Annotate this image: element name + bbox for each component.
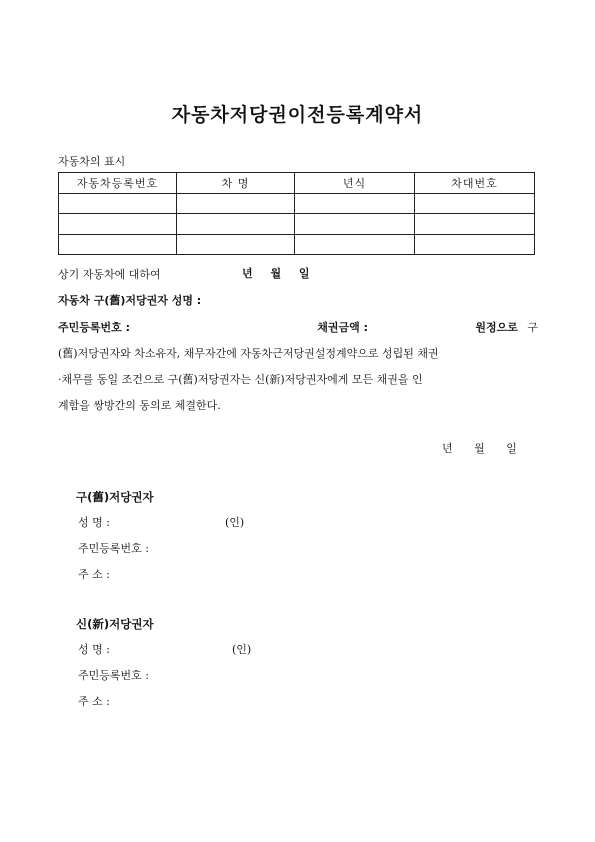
above-vehicle-line: 상기 자동차에 대하여 xyxy=(58,268,161,281)
paragraph-line-2: (舊)저당권자와 차소유자, 채무자간에 자동차근저당권설정계약으로 성립된 채권 xyxy=(58,347,439,360)
table-cell[interactable] xyxy=(177,193,295,214)
old-mortgagee-heading: 구(舊)저당권자 xyxy=(76,490,154,504)
header-chassis-number: 차대번호 xyxy=(415,173,535,194)
table-cell[interactable] xyxy=(415,234,535,255)
table-cell[interactable] xyxy=(415,193,535,214)
table-cell[interactable] xyxy=(415,214,535,235)
table-cell[interactable] xyxy=(295,214,415,235)
table-cell[interactable] xyxy=(295,193,415,214)
vehicle-section-label: 자동차의 표시 xyxy=(58,155,126,168)
claim-amount-label: 채권금액 : xyxy=(317,321,369,334)
table-cell[interactable] xyxy=(295,234,415,255)
new-mortgagee-name-label: 성 명 : xyxy=(78,643,110,656)
reg-no-label: 주민등록번호 : xyxy=(58,321,130,334)
paragraph-line-1 xyxy=(58,315,538,341)
header-registration-number: 자동차등록번호 xyxy=(59,173,177,194)
old-mortgagee-name-label: 성 명 : xyxy=(78,516,110,529)
table-cell[interactable] xyxy=(59,214,177,235)
table-cell[interactable] xyxy=(177,214,295,235)
table-cell[interactable] xyxy=(59,234,177,255)
new-mortgagee-seal: (인) xyxy=(232,643,252,656)
old-mortgagee-reg-no-label: 주민등록번호 : xyxy=(78,542,149,555)
contract-body-paragraph xyxy=(58,315,538,419)
old-mortgagee-address-label: 주 소 : xyxy=(78,568,110,581)
table-cell[interactable] xyxy=(59,193,177,214)
table-row xyxy=(59,193,535,214)
new-mortgagee-address-label: 주 소 : xyxy=(78,695,110,708)
old-mortgagee-seal: (인) xyxy=(225,516,245,529)
won-phrase xyxy=(475,315,538,341)
header-vehicle-name: 차 명 xyxy=(177,173,295,194)
table-row xyxy=(59,234,535,255)
header-model-year: 년식 xyxy=(295,173,415,194)
vehicle-table-header-row xyxy=(59,173,535,194)
old-mortgagee-name-line: 자동차 구(舊)저당권자 성명 : xyxy=(58,294,202,307)
table-cell[interactable] xyxy=(177,234,295,255)
new-mortgagee-heading: 신(新)저당권자 xyxy=(76,617,154,631)
vehicle-table xyxy=(58,172,535,255)
paragraph-line-4: 계함을 쌍방간의 동의로 체결한다. xyxy=(58,399,221,412)
paragraph-line1-tail: 구 xyxy=(527,321,538,334)
new-mortgagee-reg-no-label: 주민등록번호 : xyxy=(78,669,149,682)
signing-date: 년 월 일 xyxy=(442,442,517,455)
table-row xyxy=(59,214,535,235)
document-title: 자동차저당권이전등록계약서 xyxy=(171,104,424,126)
paragraph-line-3: ·채무를 동일 조건으로 구(舊)저당권자는 신(新)저당권자에게 모든 채권을 인 xyxy=(58,373,423,386)
won-label: 원정으로 xyxy=(475,321,518,334)
inline-date: 년 월 일 xyxy=(242,267,310,280)
